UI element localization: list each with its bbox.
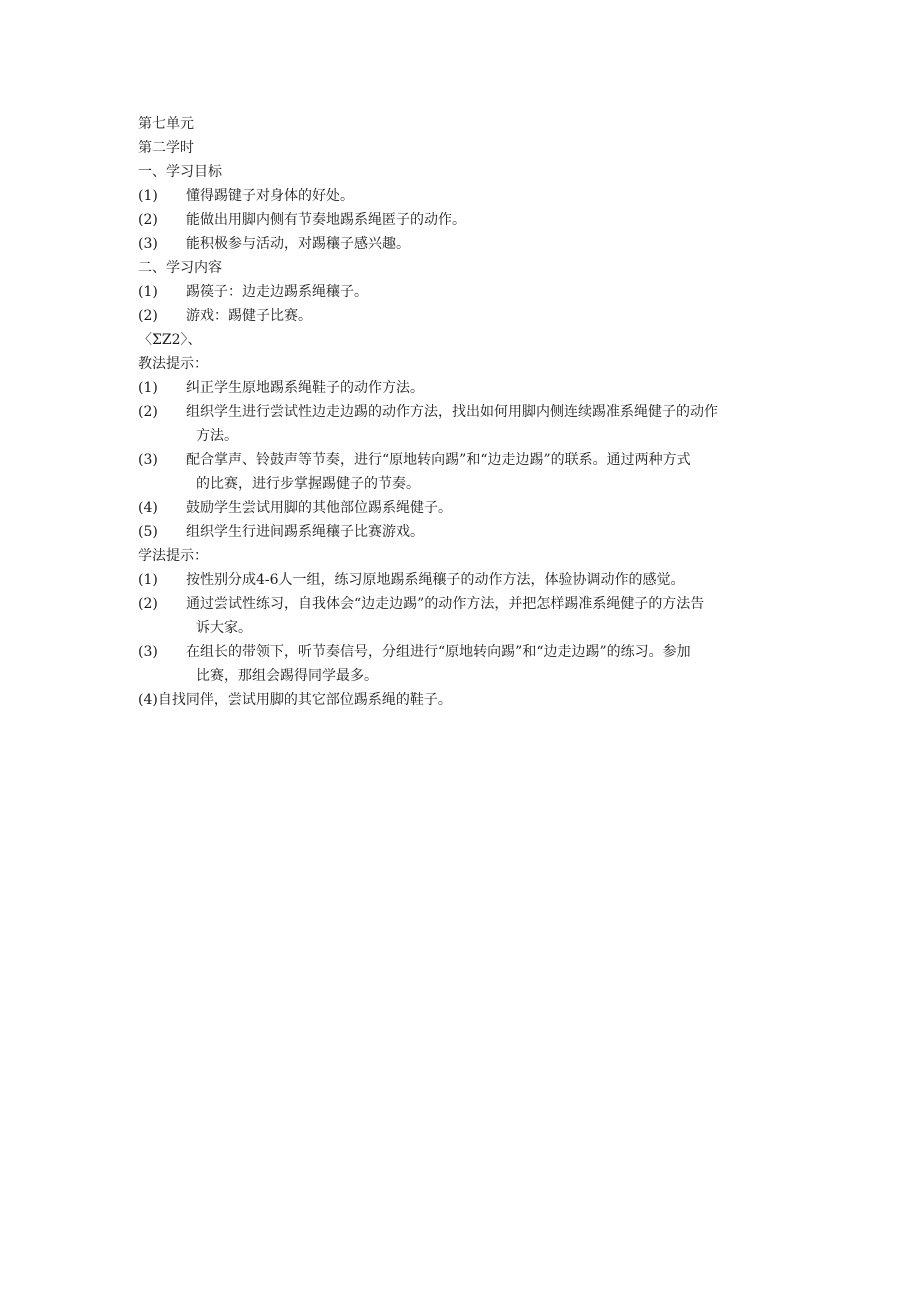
content-number: (1)	[138, 284, 158, 300]
teaching-text: 鼓励学生尝试用脚的其他部位踢系绳健子。	[186, 500, 452, 516]
content-text: 踢篌子：边走边踢系绳穰子。	[186, 284, 368, 300]
teaching-item	[138, 376, 788, 400]
content-item	[138, 304, 788, 328]
content-number: (2)	[138, 308, 158, 324]
learning-item	[138, 640, 788, 664]
goals-heading: 一、学习目标	[138, 164, 222, 180]
teaching-text-continued: 方法。	[196, 428, 238, 444]
goal-number: (2)	[138, 212, 158, 228]
learning-number: (2)	[138, 596, 158, 612]
learning-heading: 学法提示：	[138, 548, 208, 564]
goal-text: 能积极参与活动，对踢穰子感兴趣。	[186, 236, 410, 252]
goal-number: (3)	[138, 236, 158, 252]
learning-item	[138, 592, 788, 616]
content-text: 游戏：踢健子比赛。	[186, 308, 312, 324]
teaching-number: (3)	[138, 452, 158, 468]
teaching-item	[138, 400, 788, 424]
teaching-number: (2)	[138, 404, 158, 420]
unit-title: 第七单元	[138, 116, 194, 132]
goal-text: 能做出用脚内侧有节奏地踢系绳匿子的动作。	[186, 212, 466, 228]
lesson-title: 第二学时	[138, 140, 194, 156]
content-item	[138, 280, 788, 304]
teaching-text: 组织学生进行尝试性边走边踢的动作方法，找出如何用脚内侧连续踢准系绳健子的动作	[186, 404, 718, 420]
symbol-line: 〈ΣZ2〉、	[138, 332, 202, 348]
learning-text: 在组长的带领下，听节奏信号，分组进行“原地转向踢”和“边走边踢”的练习。参加	[186, 644, 691, 660]
goal-item	[138, 208, 788, 232]
learning-text-continued: 诉大家。	[196, 620, 252, 636]
learning-item-last: (4)自找同伴，尝试用脚的其它部位踢系绳的鞋子。	[138, 692, 452, 708]
document-page	[138, 112, 788, 712]
teaching-text: 组织学生行进间踢系绳穰子比赛游戏。	[186, 524, 424, 540]
learning-text: 按性别分成4-6人一组，练习原地踢系绳穰子的动作方法，体验协调动作的感觉。	[186, 572, 685, 588]
teaching-number: (4)	[138, 500, 158, 516]
teaching-item	[138, 496, 788, 520]
goal-text: 懂得踢键子对身体的好处。	[186, 188, 354, 204]
learning-number: (3)	[138, 644, 158, 660]
goal-number: (1)	[138, 188, 158, 204]
teaching-text: 纠正学生原地踢系绳鞋子的动作方法。	[186, 380, 424, 396]
goal-item	[138, 184, 788, 208]
content-heading: 二、学习内容	[138, 260, 222, 276]
teaching-item	[138, 448, 788, 472]
teaching-heading: 教法提示：	[138, 356, 208, 372]
goal-item	[138, 232, 788, 256]
teaching-text: 配合掌声、铃鼓声等节奏，进行“原地转向踢”和“边走边踢”的联系。通过两种方式	[186, 452, 691, 468]
teaching-item	[138, 520, 788, 544]
teaching-number: (1)	[138, 380, 158, 396]
learning-text: 通过尝试性练习，自我体会“边走边踢”的动作方法，并把怎样踢准系绳健子的方法告	[186, 596, 705, 612]
learning-number: (1)	[138, 572, 158, 588]
teaching-text-continued: 的比赛，进行步掌握踢健子的节奏。	[196, 476, 420, 492]
teaching-number: (5)	[138, 524, 158, 540]
learning-item	[138, 568, 788, 592]
learning-text-continued: 比赛，那组会踢得同学最多。	[196, 668, 378, 684]
